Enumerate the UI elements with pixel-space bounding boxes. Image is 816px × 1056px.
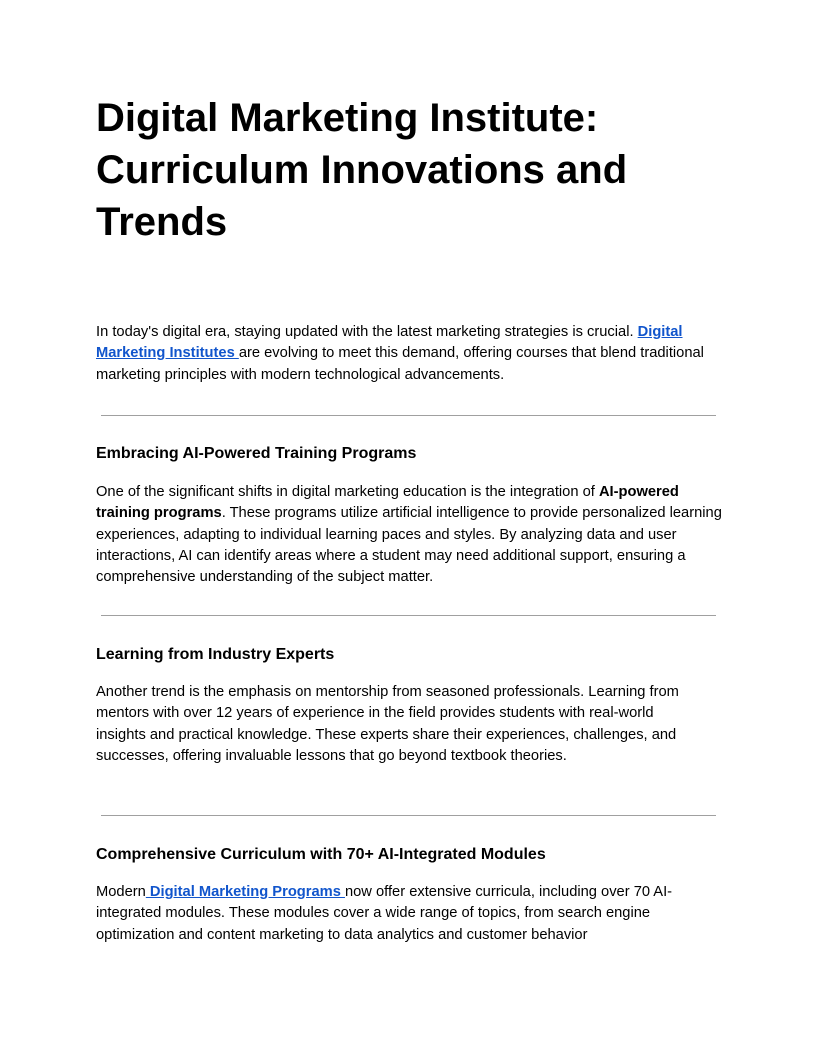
divider-1 xyxy=(101,415,716,416)
curriculum-text-end: now offer extensive curricula, including over 70 AI-integrated modules. These modules cover a wide range of topics, from search engine optimization and content marketing to data analytics and customer behavior xyxy=(96,884,673,943)
ai-powered-training-bold: AI-powered training programs xyxy=(96,484,679,522)
section-paragraph-industry-experts: Another trend is the emphasis on mentorship from seasoned professionals. Learning from mentors with over 12 years of experience in the field provides students with real-world insights and practical knowledge. These experts share their experiences, challenges, and successes, offering invaluable lessons that go beyond textbook theories. xyxy=(96,684,679,764)
digital-marketing-programs-link[interactable]: Digital Marketing Programs xyxy=(145,884,345,900)
intro-text-start: In today's digital era, staying updated with the latest marketing strategies is crucial. xyxy=(96,324,638,340)
section-heading-curriculum: Comprehensive Curriculum with 70+ AI-Integrated Modules xyxy=(96,846,546,863)
section-paragraph-ai-training xyxy=(96,482,726,588)
digital-marketing-institutes-link[interactable]: Digital Marketing Institutes xyxy=(96,324,683,362)
intro-paragraph xyxy=(96,322,720,386)
section-heading-industry-experts: Learning from Industry Experts xyxy=(96,646,335,663)
curriculum-text-start: Modern xyxy=(96,884,146,900)
divider-3 xyxy=(101,815,716,816)
ai-text-end: . These programs utilize artificial intelligence to provide personalized learning experiences, adapting to individual learning paces and styles. By analyzing data and user interactions, AI can identify areas where a student may need additional support, ensuring a comprehensive understanding of the subject matter. xyxy=(96,505,722,586)
section-heading-ai-training: Embracing AI-Powered Training Programs xyxy=(96,445,417,462)
intro-text-end: are evolving to meet this demand, offering courses that blend traditional marketing principles with modern technological advancements. xyxy=(96,345,704,383)
divider-2 xyxy=(101,615,716,616)
ai-text-start: One of the significant shifts in digital marketing education is the integration of xyxy=(96,484,599,500)
section-paragraph-curriculum xyxy=(96,882,710,946)
page-title: Digital Marketing Institute: Curriculum Innovations and Trends xyxy=(96,96,628,244)
